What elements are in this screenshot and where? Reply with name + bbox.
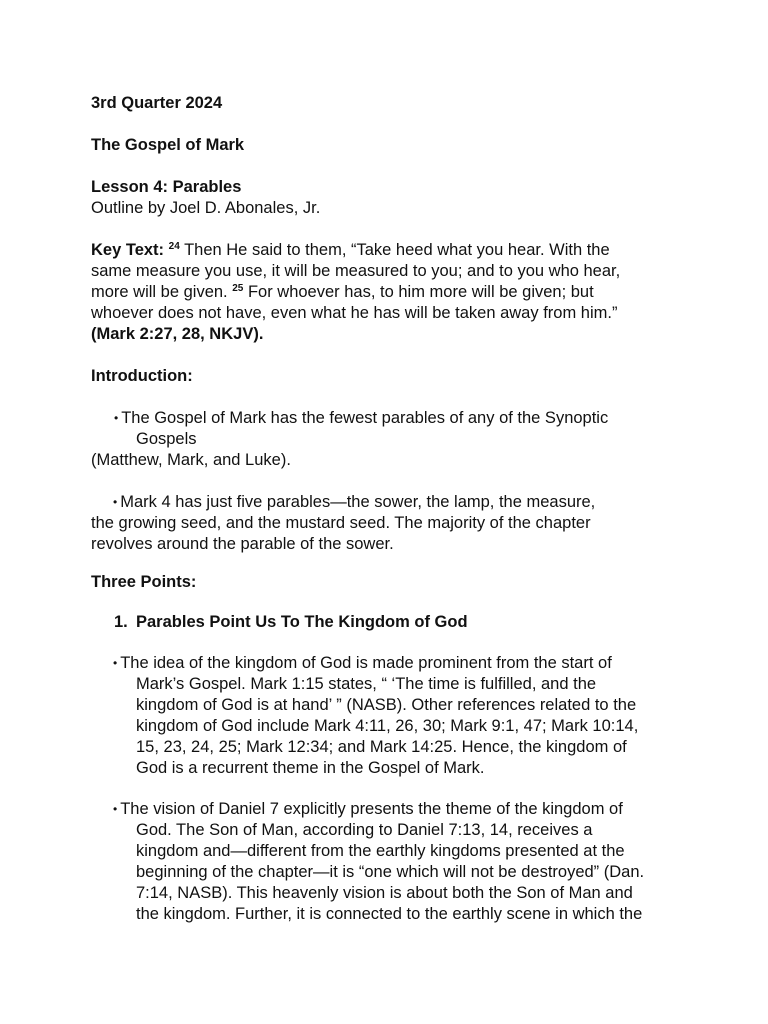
bullet-icon: • (114, 411, 119, 425)
bullet-a-text: The idea of the kingdom of God is made prominent from the start of (120, 654, 612, 672)
quarter-heading: 3rd Quarter 2024 (91, 94, 223, 112)
point-1-bullet-a-line-3: kingdom of God is at hand’ ” (NASB). Other references related to the (136, 696, 637, 714)
author-line: Outline by Joel D. Abonales, Jr. (91, 199, 321, 217)
point-1-bullet-a-line-2: Mark’s Gospel. Mark 1:15 states, “ ‘The time is fulfilled, and the (136, 675, 597, 693)
key-text-reference: (Mark 2:27, 28, NKJV). (91, 325, 264, 343)
key-text-line-2: same measure you use, it will be measured to you; and to you who hear, (91, 262, 621, 280)
book-title: The Gospel of Mark (91, 136, 245, 154)
three-points-heading: Three Points: (91, 573, 197, 591)
point-1-bullet-b-line-4: beginning of the chapter—it is “one which will not be destroyed” (Dan. (136, 863, 645, 881)
point-1-number: 1. (114, 613, 128, 631)
point-1-bullet-a-line-1 (113, 653, 612, 675)
point-1-bullet-a-line-5: 15, 23, 24, 25; Mark 12:34; and Mark 14:25. Hence, the kingdom of (136, 738, 627, 756)
lesson-title: Lesson 4: Parables (91, 178, 242, 196)
intro-bullet-1-line-1 (114, 408, 608, 430)
key-text-line-3 (91, 282, 594, 303)
bullet-icon: • (113, 656, 118, 670)
intro-bullet-2-line-3: revolves around the parable of the sower. (91, 535, 394, 553)
point-1-bullet-a-line-6: God is a recurrent theme in the Gospel of Mark. (136, 759, 485, 777)
introduction-heading: Introduction: (91, 367, 193, 385)
point-1-bullet-b-line-5: 7:14, NASB). This heavenly vision is about both the Son of Man and (136, 884, 633, 902)
verse-number-25: 25 (232, 283, 244, 294)
key-text-line-3b: For whoever has, to him more will be given; but (247, 283, 594, 301)
intro-bullet-1-line-3: (Matthew, Mark, and Luke). (91, 451, 291, 469)
bullet-icon: • (113, 495, 118, 509)
key-text-label: Key Text: (91, 241, 165, 259)
point-1-bullet-b-line-6: the kingdom. Further, it is connected to the earthly scene in which the (136, 905, 643, 923)
bullet-b-text: The vision of Daniel 7 explicitly presents the theme of the kingdom of (120, 800, 623, 818)
key-text-line-3a: more will be given. (91, 283, 228, 301)
intro-bullet-1-text: The Gospel of Mark has the fewest parables of any of the Synoptic (121, 409, 609, 427)
verse-number-24: 24 (168, 241, 180, 252)
key-text-line-4: whoever does not have, even what he has will be taken away from him.” (91, 304, 618, 322)
intro-bullet-2-text: Mark 4 has just five parables—the sower, the lamp, the measure, (120, 493, 596, 511)
intro-bullet-1-line-2: Gospels (136, 430, 197, 448)
key-text-line-1 (91, 240, 610, 261)
intro-bullet-2-line-2: the growing seed, and the mustard seed. The majority of the chapter (91, 514, 591, 532)
point-1-bullet-b-line-3: kingdom and—different from the earthly kingdoms presented at the (136, 842, 625, 860)
point-1-title: Parables Point Us To The Kingdom of God (136, 613, 468, 631)
key-text-line-1-text: Then He said to them, “Take heed what you hear. With the (184, 241, 610, 259)
intro-bullet-2-line-1 (113, 492, 595, 514)
point-1-bullet-a-line-4: kingdom of God include Mark 4:11, 26, 30; Mark 9:1, 47; Mark 10:14, (136, 717, 639, 735)
bullet-icon: • (113, 802, 118, 816)
point-1-bullet-b-line-2: God. The Son of Man, according to Daniel 7:13, 14, receives a (136, 821, 593, 839)
point-1-bullet-b-line-1 (113, 799, 623, 821)
